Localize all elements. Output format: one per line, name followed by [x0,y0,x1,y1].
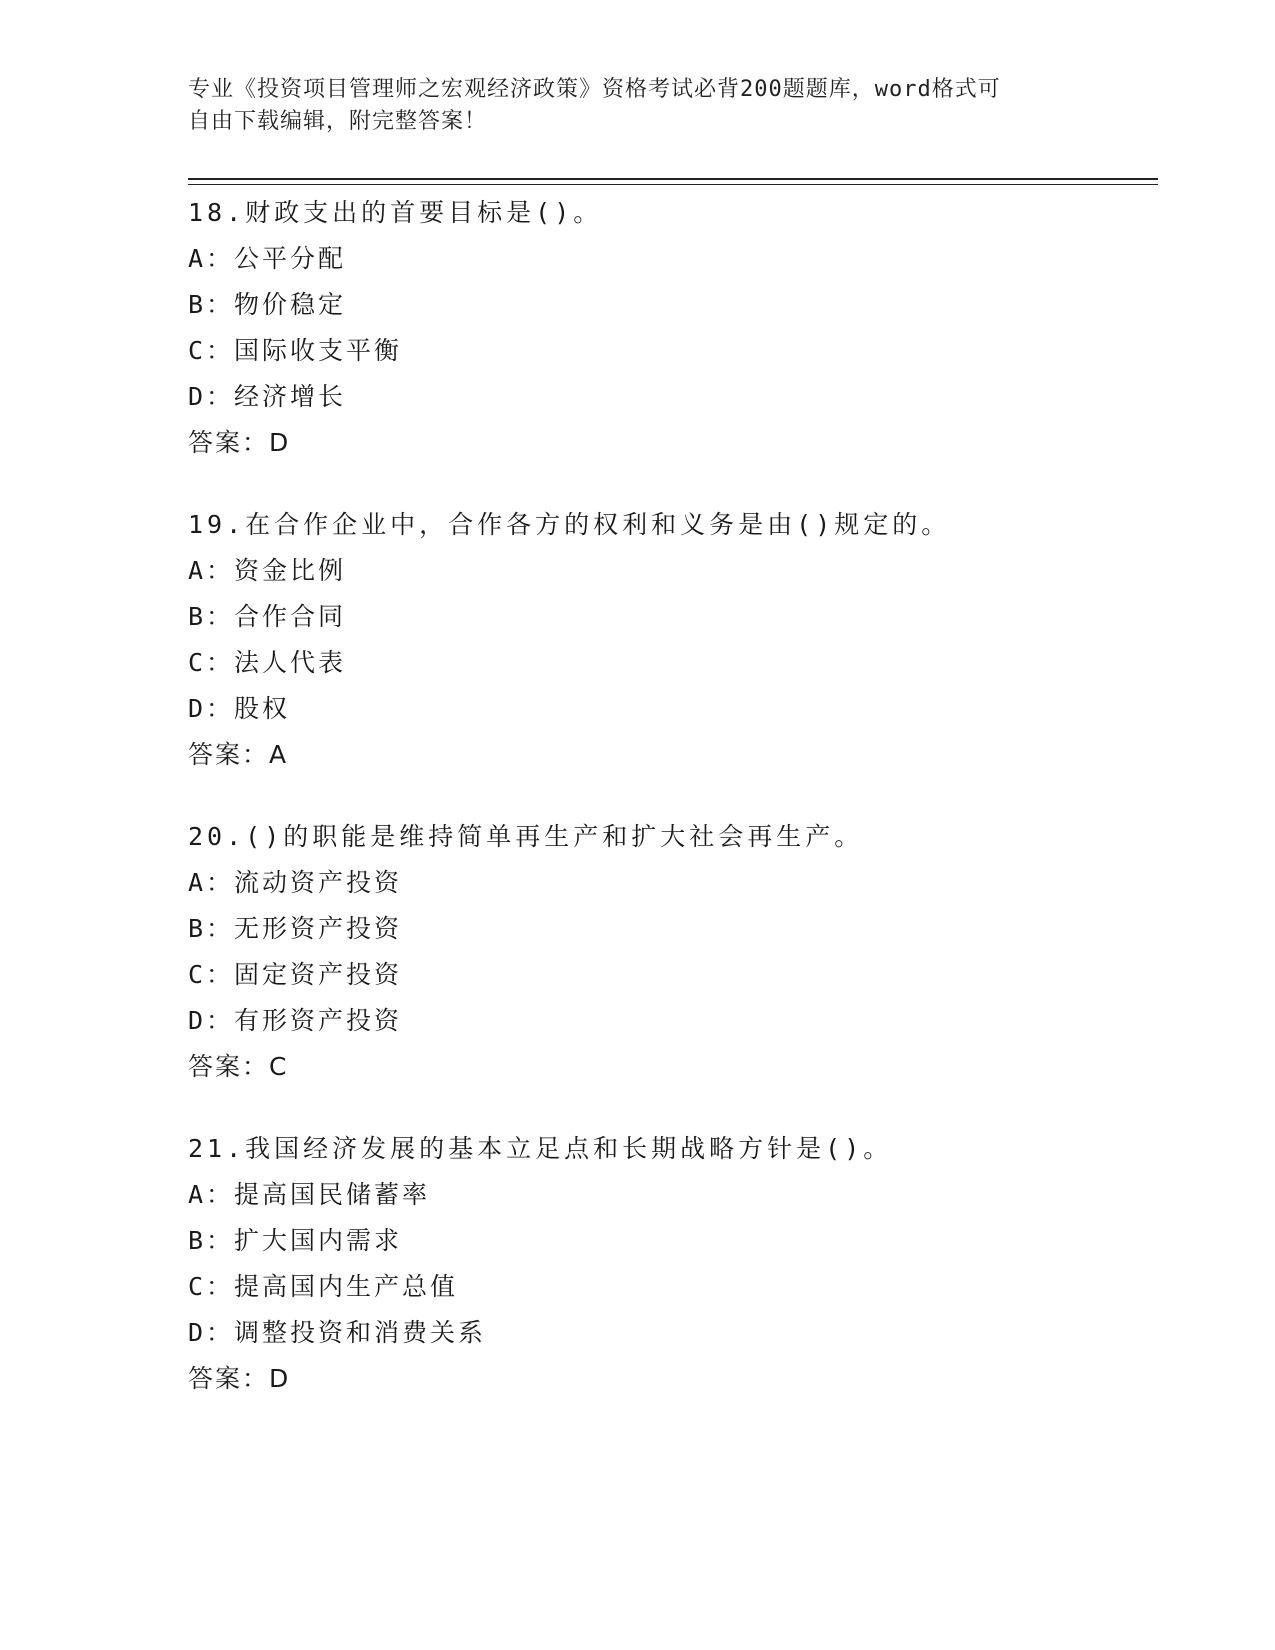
option-b: B：扩大国内需求 [188,1226,403,1255]
header-divider-thick [188,178,1158,180]
option-d: D：调整投资和消费关系 [188,1318,487,1347]
option-d: D：有形资产投资 [188,1006,403,1035]
option-b: B：物价稳定 [188,290,347,319]
document-header [188,74,1088,138]
option-c: C：提高国内生产总值 [188,1272,459,1301]
header-line-1: 专业《投资项目管理师之宏观经济政策》资格考试必背200题题库，word格式可 [188,77,1001,102]
option-c: C：法人代表 [188,648,347,677]
option-b: B：合作合同 [188,602,347,631]
option-a: A：提高国民储蓄率 [188,1180,431,1209]
question-20 [188,814,1148,1090]
option-a: A：流动资产投资 [188,868,403,897]
option-c: C：固定资产投资 [188,960,403,989]
question-19 [188,502,1148,778]
question-stem: 21.我国经济发展的基本立足点和长期战略方针是()。 [188,1134,893,1163]
option-a: A：资金比例 [188,556,347,585]
question-18 [188,190,1148,466]
option-d: D：股权 [188,694,291,723]
option-b: B：无形资产投资 [188,914,403,943]
option-d: D：经济增长 [188,382,347,411]
option-a: A：公平分配 [188,244,347,273]
answer-label: 答案：A [188,740,289,769]
question-list [188,190,1148,1438]
answer-label: 答案：C [188,1052,289,1081]
question-stem: 18.财政支出的首要目标是()。 [188,198,603,227]
question-stem: 20.()的职能是维持简单再生产和扩大社会再生产。 [188,822,864,851]
question-stem: 19.在合作企业中，合作各方的权利和义务是由()规定的。 [188,510,951,539]
answer-label: 答案：D [188,1364,291,1393]
header-divider-thin [188,184,1158,185]
option-c: C：国际收支平衡 [188,336,403,365]
header-line-2: 自由下载编辑，附完整答案！ [188,109,488,134]
question-21 [188,1126,1148,1402]
answer-label: 答案：D [188,428,291,457]
